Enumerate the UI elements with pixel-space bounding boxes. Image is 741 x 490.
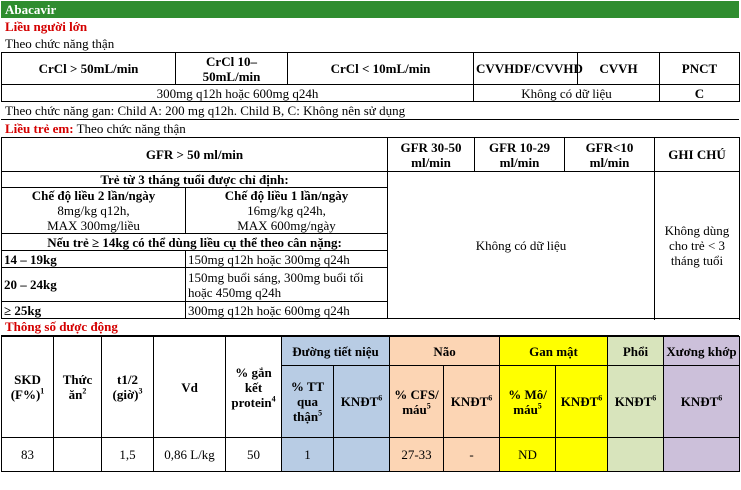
twice-daily-line2: MAX 300mg/liều	[47, 218, 140, 233]
kndt-label-1: KNĐT	[340, 394, 379, 409]
dosing-sheet	[1, 1, 739, 472]
val-brain: 27-33	[390, 438, 444, 472]
kndt-label-3: KNĐT	[560, 394, 599, 409]
col-t12-sup: 3	[138, 386, 143, 396]
child-no-data: Không có dữ liệu	[388, 172, 655, 319]
gfr-header-5: GHI CHÚ	[655, 138, 740, 172]
group-bone: Xương khớp	[664, 337, 740, 366]
val-brain-kndt: -	[444, 438, 500, 472]
col-binding-label: % gắn kết protein	[231, 364, 272, 410]
child-note: Không dùng cho trẻ < 3 tháng tuổi	[655, 172, 740, 319]
sub-liver-label: % Mô/ máu	[508, 386, 547, 417]
once-daily-line2: MAX 600mg/ngày	[237, 218, 336, 233]
adult-no-data: Không có dữ liệu	[474, 85, 660, 102]
val-liver: ND	[500, 438, 556, 472]
gfr-header-3: GFR 10-29 ml/min	[475, 138, 565, 172]
once-daily-regimen	[186, 188, 388, 234]
crcl-header-1: CrCl > 50mL/min	[2, 53, 176, 85]
sub-liver-pct	[500, 366, 556, 438]
crcl-header-3: CrCl < 10mL/min	[288, 53, 474, 85]
kndt-label-2: KNĐT	[450, 394, 489, 409]
child-renal-table	[1, 137, 740, 319]
col-binding	[226, 337, 282, 438]
val-vd: 0,86 L/kg	[154, 438, 226, 472]
crcl-header-6: PNCT	[660, 53, 740, 85]
val-food	[54, 438, 102, 472]
twice-daily-title: Chế độ liều 2 lần/ngày	[31, 188, 156, 203]
crcl-header-5: CVVH	[578, 53, 660, 85]
val-urinary: 1	[282, 438, 334, 472]
adult-renal-table	[1, 52, 740, 102]
gfr-header-2: GFR 30-50 ml/min	[388, 138, 475, 172]
sub-liver-kndt	[556, 366, 608, 438]
group-brain: Não	[390, 337, 500, 366]
adult-dose-heading: Liều người lớn	[5, 19, 88, 34]
sub-lung-kndt	[608, 366, 664, 438]
sub-urinary-pct	[282, 366, 334, 438]
sub-brain-kndt	[444, 366, 500, 438]
kndt-sup-5: 6	[718, 393, 723, 403]
pk-heading: Thông số dược động	[1, 319, 739, 336]
once-daily-line1: 16mg/kg q24h,	[247, 203, 326, 218]
val-binding: 50	[226, 438, 282, 472]
col-skd-sup: 1	[40, 386, 45, 396]
col-food	[54, 337, 102, 438]
kndt-label-5: KNĐT	[680, 394, 719, 409]
twice-daily-line1: 8mg/kg q12h,	[57, 203, 130, 218]
sub-urinary-kndt	[334, 366, 390, 438]
sub-liver-sup: 5	[537, 401, 542, 411]
col-skd	[2, 337, 54, 438]
gfr-header-4: GFR<10 ml/min	[565, 138, 655, 172]
val-liver-kndt	[556, 438, 608, 472]
group-lung: Phổi	[608, 337, 664, 366]
over-3-months-title: Trẻ từ 3 tháng tuổi được chỉ định:	[2, 172, 388, 188]
drug-title: Abacavir	[5, 2, 57, 17]
drug-title-bar	[1, 1, 739, 18]
weight-range-3: ≥ 25kg	[2, 302, 186, 319]
val-bone-kndt	[664, 438, 740, 472]
adult-renal-label: Theo chức năng thận	[5, 36, 115, 51]
val-lung-kndt	[608, 438, 664, 472]
crcl-header-2: CrCl 10–50mL/min	[176, 53, 288, 85]
kndt-label-4: KNĐT	[614, 394, 653, 409]
weight-dose-2: 150mg buổi sáng, 300mg buổi tối hoặc 450mg q24h	[186, 268, 388, 302]
weight-range-1: 14 – 19kg	[2, 251, 186, 268]
sub-bone-kndt	[664, 366, 740, 438]
child-heading-rest: Theo chức năng thận	[76, 121, 186, 136]
adult-dose: 300mg q12h hoặc 600mg q24h	[2, 85, 474, 102]
weight-dose-1: 150mg q12h hoặc 300mg q24h	[186, 251, 388, 268]
col-binding-sup: 4	[271, 394, 276, 404]
sub-urinary-label: % TT qua thận	[290, 379, 325, 424]
val-t12: 1,5	[102, 438, 154, 472]
pk-table	[1, 336, 740, 472]
col-skd-label: SKD (F%)	[10, 372, 41, 402]
crcl-header-4: CVVHDF/CVVHD	[474, 53, 578, 85]
kndt-sup-2: 6	[488, 393, 493, 403]
kndt-sup-3: 6	[598, 393, 603, 403]
sub-brain-sup: 5	[426, 401, 431, 411]
col-food-sup: 2	[82, 386, 87, 396]
child-heading-label: Liều trẻ em:	[5, 121, 74, 136]
sub-brain-pct	[390, 366, 444, 438]
col-t12-label: t1/2 (giờ)	[112, 372, 139, 402]
hepatic-note: Theo chức năng gan: Child A: 200 mg q12h. Child B, C: Không nên sử dụng	[1, 102, 739, 120]
col-vd: Vd	[154, 337, 226, 438]
gfr-header-1: GFR > 50 ml/min	[2, 138, 388, 172]
group-urinary: Đường tiết niệu	[282, 337, 390, 366]
weight-range-2: 20 – 24kg	[2, 268, 186, 302]
pnct-value: C	[660, 85, 740, 102]
val-skd: 83	[2, 438, 54, 472]
val-urinary-kndt	[334, 438, 390, 472]
kndt-sup-1: 6	[378, 393, 383, 403]
kndt-sup-4: 6	[652, 393, 657, 403]
col-food-label: Thức ăn	[62, 372, 93, 402]
child-dose-heading	[1, 120, 739, 137]
once-daily-title: Chế độ liều 1 lần/ngày	[224, 188, 349, 203]
weight-dose-3: 300mg q12h hoặc 600mg q24h	[186, 302, 388, 319]
weight-dose-title: Nếu trẻ ≥ 14kg có thể dùng liều cụ thể theo cân nặng:	[2, 234, 388, 251]
col-t12	[102, 337, 154, 438]
sub-urinary-sup: 5	[318, 408, 323, 418]
sub-brain-label: % CFS/ máu	[394, 386, 439, 417]
group-liver: Gan mật	[500, 337, 608, 366]
twice-daily-regimen	[2, 188, 186, 234]
